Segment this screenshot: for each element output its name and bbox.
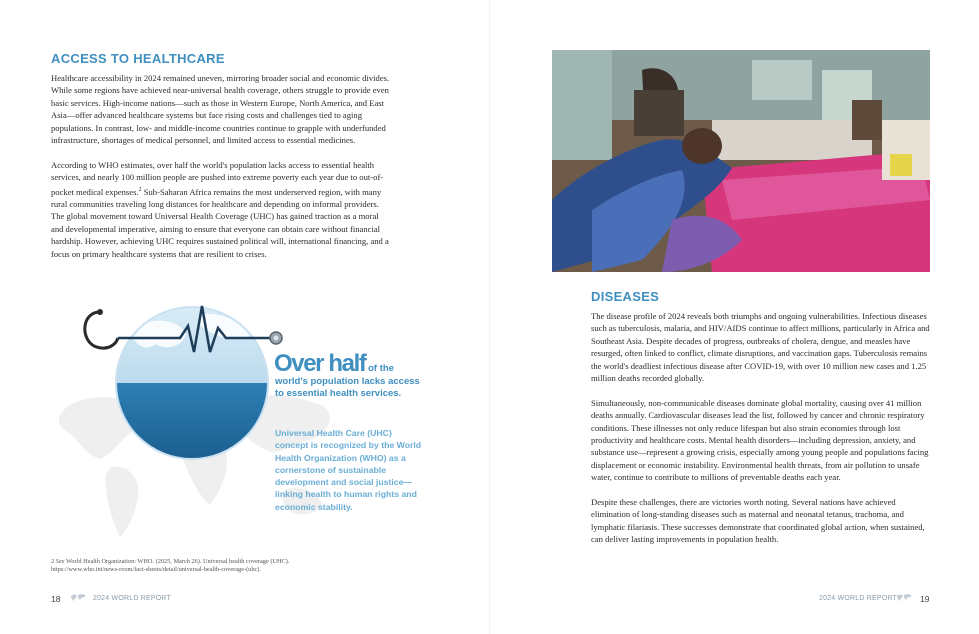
footer-label-right: 2024 WORLD REPORT [819,595,897,602]
page-gutter [489,0,490,634]
diseases-paragraph-1: The disease profile of 2024 reveals both triumphs and ongoing vulnerabilities. Infectious diseases such as tuberculosis, malaria, and HIV/AIDS continue to affect millions, particularly in Africa and Southeast Asia. Despite decades of progress, outbreaks of cholera, dengue, and measles have resurged, often linked to conflict, climate disruptions, and vaccination gaps. Tuberculosis remains the world's deadliest infectious disease after COVID-19, with over 10 million new cases and 1.25 million deaths recorded globally. [591,311,930,384]
infographic-big-after: of the [365,363,394,374]
globe-infographic [60,290,290,460]
page-number-left: 18 [51,594,61,604]
infographic-subline-2: to essential health services. [275,388,402,399]
footnote-number: 2 [51,558,55,565]
diseases-paragraph-3: Despite these challenges, there are victories worth noting. Several nations have achieved elimination of long-standing diseases such as maternal and neonatal tetanus, trachoma, and lymphatic filariasis. These successes demonstrate that coordinated global action, when sustained, can deliver lasting improvements in population health. [591,497,925,545]
footnote-ref: 2 [138,186,142,193]
infographic-subline [275,376,485,400]
world-map-icon-right [896,593,914,602]
page-number-right: 19 [920,594,930,604]
diseases-paragraph-2: Simultaneously, non-communicable diseases dominate global mortality, causing over 41 million deaths annually. Cardiovascular diseases lead the list, followed by cancer and chronic respiratory conditions. These illnesses not only reduce lifespan but also strain economies through lost productivity and healthcare costs. Mental health disorders—including depression, anxiety, and substance use—represent a growing crisis, especially among young people and populations facing displacement or economic instability. Environmental health threats, from air pollution to unsafe water, continue to contribute to millions of preventable deaths each year. [591,397,929,483]
access-body [51,72,391,272]
footnote [51,558,351,575]
infographic-subline-1: world's population lacks access [275,376,420,387]
footer-label-left: 2024 WORLD REPORT [93,595,171,602]
section-heading-access: ACCESS TO HEALTHCARE [51,51,225,66]
footnote-text: World Health Organization: WHO. (2025, March 26). Universal health coverage (UHC). https://www.who.int/news-room/fact-sheets/detail/universal-health-coverage-(uhc). [51,558,290,574]
footnote-see: See [55,558,65,565]
section-heading-diseases: DISEASES [591,289,660,304]
access-paragraph-2-a: According to WHO estimates, over half the world's population lacks access to essential health services, and nearly 100 million people are pushed into extreme poverty each year due to out-of-pocket medical expenses. [51,159,384,197]
access-paragraph-2 [51,159,391,260]
uhc-callout: Universal Health Care (UHC) concept is recognized by the World Health Organization (WHO) as a cornerstone of sustainable development and social justice—linking health to human rights and economic stability. [275,428,422,512]
access-paragraph-1: Healthcare accessibility in 2024 remained uneven, mirroring broader social and economic divides. While some regions have achieved near-universal health coverage, others struggle to provide even basic services. High-income nations—such as those in Western Europe, North America, and East Asia—offer advanced healthcare systems but face rising costs and challenges tied to aging populations. In contrast, low- and middle-income countries continue to grapple with underfunded infrastructure, shortages of medical personnel, and limited access to essential medicines. [51,73,390,146]
infographic-big-stat: Over half [274,350,366,377]
hospital-ward-photo [552,50,930,272]
infographic-headline [274,350,484,378]
access-paragraph-2-b: Sub-Saharan Africa remains the most underserved region, with many rural communities traveling long distances for healthcare and depending on informal providers. The global movement toward Universal Health Coverage (UHC) has gained traction as a moral and developmental imperative, aiming to ensure that everyone can obtain care without financial hardship. However, achieving UHC requires sustained political will, international financing, and a focus on primary healthcare systems that are resilient to crises. [51,186,389,259]
world-map-icon [70,593,88,602]
diseases-body [591,310,931,558]
